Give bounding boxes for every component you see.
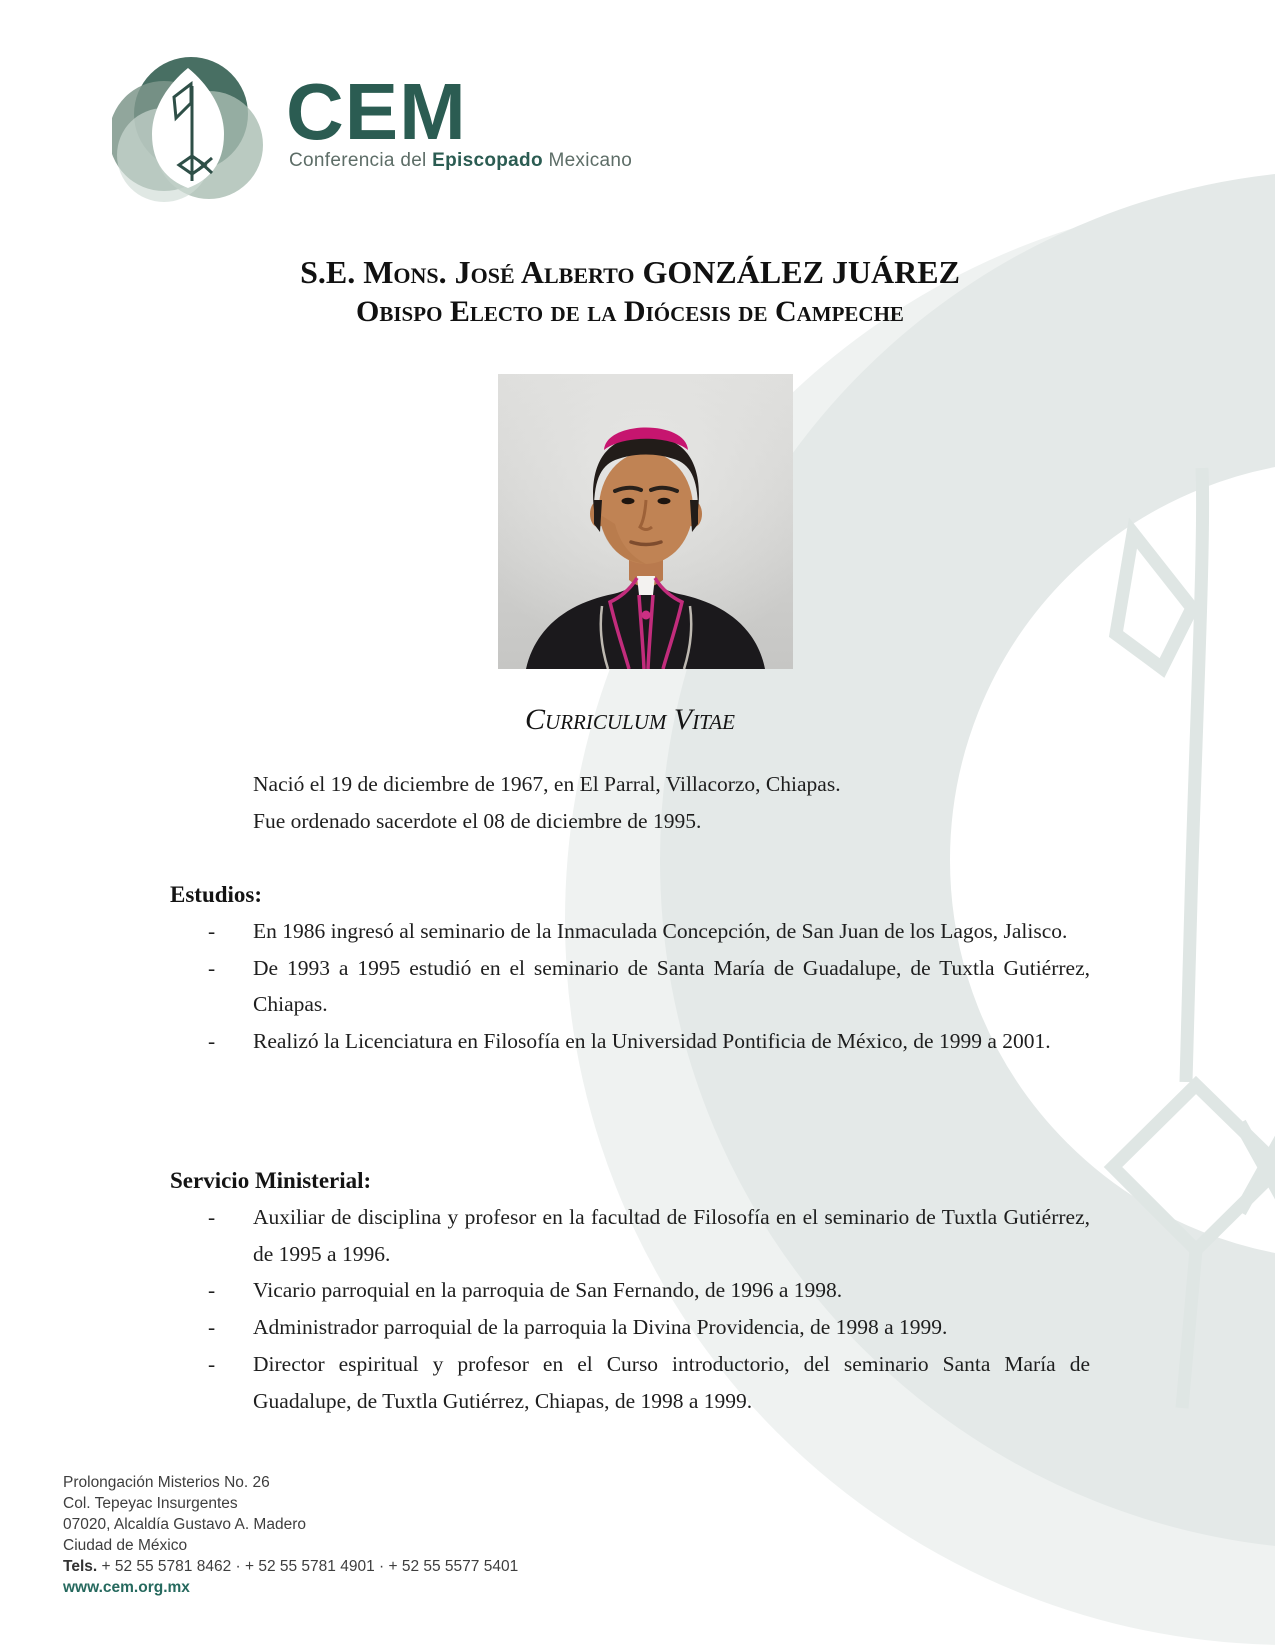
list-item: [170, 1023, 1090, 1060]
website-link[interactable]: www.cem.org.mx: [63, 1579, 190, 1596]
list-item-text: Administrador parroquial de la parroquia la Divina Providencia, de 1998 a 1999.: [253, 1315, 948, 1340]
bullet-dash: -: [208, 1205, 216, 1229]
list-item-text: Director espiritual y profesor en el Curso introductorio, del seminario Santa María de Guadalupe, de Tuxtla Gutiérrez, Chiapas, de 1998 a 1999.: [253, 1351, 1090, 1413]
list-item: [170, 1346, 1090, 1419]
cv-heading: Curriculum Vitae: [525, 703, 735, 736]
bullet-dash: -: [208, 919, 216, 943]
phones-value: + 52 55 5781 8462 · + 52 55 5781 4901 · + 52 55 5577 5401: [97, 1558, 519, 1575]
intro-paragraph: [253, 766, 1113, 839]
tagline-suffix: Mexicano: [542, 150, 633, 171]
section-estudios: [170, 876, 1090, 1060]
bullet-dash: -: [208, 1029, 216, 1054]
list-item-text: De 1993 a 1995 estudió en el seminario de Santa María de Guadalupe, de Tuxtla Gutiérrez, Chiapas.: [253, 955, 1090, 1017]
tagline-bold: Episcopado: [432, 150, 543, 171]
bullet-dash: -: [208, 1315, 216, 1340]
cem-logo-wordmark: CEM: [286, 67, 467, 156]
list-item: [170, 1272, 1090, 1309]
footer-contact-block: [63, 1472, 763, 1598]
footer-phones-line: [63, 1556, 763, 1577]
intro-line-ordination: Fue ordenado sacerdote el 08 de diciembre de 1995.: [253, 808, 702, 833]
cem-logo-icon: [112, 52, 264, 204]
list-item: [170, 1199, 1090, 1272]
list-item: [170, 1309, 1090, 1346]
bullet-dash: -: [208, 955, 216, 980]
bishop-role-subtitle: Obispo Electo de la Diócesis de Campeche: [356, 295, 904, 328]
intro-line-birth: Nació el 19 de diciembre de 1967, en El Parral, Villacorzo, Chiapas.: [253, 772, 841, 796]
section-servicio-ministerial: [170, 1162, 1090, 1419]
footer-address-line: Ciudad de México: [63, 1537, 188, 1554]
section-heading-estudios: Estudios:: [170, 882, 263, 907]
bishop-portrait-photo: [498, 374, 793, 669]
bullet-dash: -: [208, 1351, 216, 1376]
document-title-block: [170, 252, 1090, 332]
footer-address-line: Col. Tepeyac Insurgentes: [63, 1495, 238, 1512]
bishop-name-title: S.E. Mons. José Alberto GONZÁLEZ JUÁREZ: [300, 254, 960, 290]
list-item-text: Vicario parroquial en la parroquia de San Fernando, de 1996 a 1998.: [253, 1278, 843, 1303]
list-item-text: Auxiliar de disciplina y profesor en la facultad de Filosofía en el seminario de Tuxtla Gutiérrez, de 1995 a 1996.: [253, 1205, 1090, 1266]
cem-logo-tagline: [289, 149, 632, 173]
list-item: [170, 913, 1090, 950]
footer-address-line: 07020, Alcaldía Gustavo A. Madero: [63, 1516, 306, 1533]
phones-label: Tels.: [63, 1558, 98, 1575]
list-item: [170, 950, 1090, 1023]
section-heading-servicio: Servicio Ministerial:: [170, 1168, 372, 1193]
footer-address-line: Prolongación Misterios No. 26: [63, 1474, 270, 1491]
bullet-dash: -: [208, 1278, 216, 1303]
list-item-text: Realizó la Licenciatura en Filosofía en la Universidad Pontificia de México, de 1999 a 2001.: [253, 1029, 1051, 1054]
tagline-prefix: Conferencia del: [289, 150, 433, 171]
list-item-text: En 1986 ingresó al seminario de la Inmaculada Concepción, de San Juan de los Lagos, Jalisco.: [253, 919, 1068, 943]
